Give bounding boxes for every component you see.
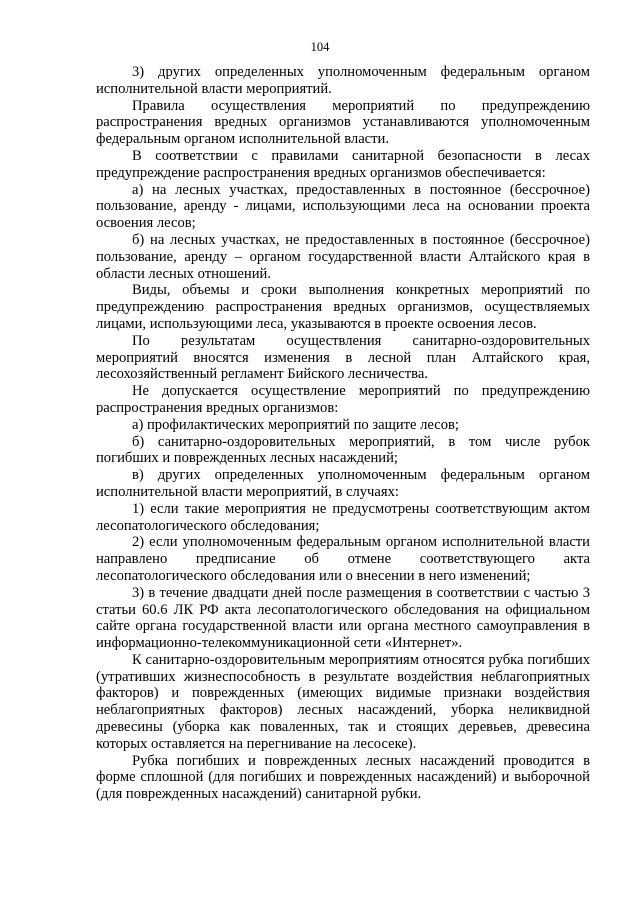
page-number: 104: [310, 40, 330, 54]
paragraph: Не допускается осуществление мероприятий по предупреждению распространения вредных организмов:: [96, 383, 590, 416]
paragraph: в) других определенных уполномоченным федеральным органом исполнительной власти мероприятий, в случаях:: [96, 467, 590, 500]
paragraph: К санитарно-оздоровительным мероприятиям относятся рубка погибших (утративших жизнеспособность в результате воздействия неблагоприятных факторов) и поврежденных (имеющих видимые признаки воздействия неблагоприятных факторов) лесных насаждений, уборка неликвидной древесины (уборка как поваленных, так и стоящих деревьев, древесина которых оставляется на перегнивание на лесосеке).: [96, 651, 590, 752]
paragraph: 2) если уполномоченным федеральным органом исполнительной власти направлено предписание об отмене соответствующего акта лесопатологического обследования или о внесении в него изменений;: [96, 534, 590, 584]
document-body: [96, 64, 590, 803]
paragraph: а) на лесных участках, предоставленных в постоянное (бессрочное) пользование, аренду - лицами, использующими леса на основании проекта освоения лесов;: [96, 181, 590, 232]
paragraph: 3) других определенных уполномоченным федеральным органом исполнительной власти мероприятий.: [96, 64, 590, 97]
paragraph: а) профилактических мероприятий по защите лесов;: [132, 416, 459, 433]
paragraph: В соответствии с правилами санитарной безопасности в лесах предупреждение распространения вредных организмов обеспечивается:: [96, 147, 590, 181]
paragraph: По результатам осуществления санитарно-оздоровительных мероприятий вносятся изменения в лесной план Алтайского края, лесохозяйственный регламент Бийского лесничества.: [96, 332, 590, 383]
paragraph: Рубка погибших и поврежденных лесных насаждений проводится в форме сплошной (для погибших и поврежденных насаждений) и выборочной (для поврежденных насаждений) санитарной рубки.: [96, 752, 590, 803]
paragraph: б) санитарно-оздоровительных мероприятий, в том числе рубок погибших и поврежденных лесных насаждений;: [96, 433, 590, 467]
paragraph: Виды, объемы и сроки выполнения конкретных мероприятий по предупреждению распространения вредных организмов, осуществляемых лицами, использующими леса, указываются в проекте освоения лесов.: [96, 282, 590, 332]
paragraph: Правила осуществления мероприятий по предупреждению распространения вредных организмов устанавливаются уполномоченным федеральным органом исполнительной власти.: [96, 97, 590, 148]
paragraph: б) на лесных участках, не предоставленных в постоянное (бессрочное) пользование, аренду – органом государственной власти Алтайского края в области лесных отношений.: [96, 231, 590, 282]
paragraph: 1) если такие мероприятия не предусмотрены соответствующим актом лесопатологического обследования;: [96, 500, 590, 534]
paragraph: 3) в течение двадцати дней после размещения в соответствии с частью 3 статьи 60.6 ЛК РФ акта лесопатологического обследования на официальном сайте органа государственной власти или органа местного самоуправления в информационно-телекоммуникационной сети «Интернет».: [96, 584, 590, 652]
